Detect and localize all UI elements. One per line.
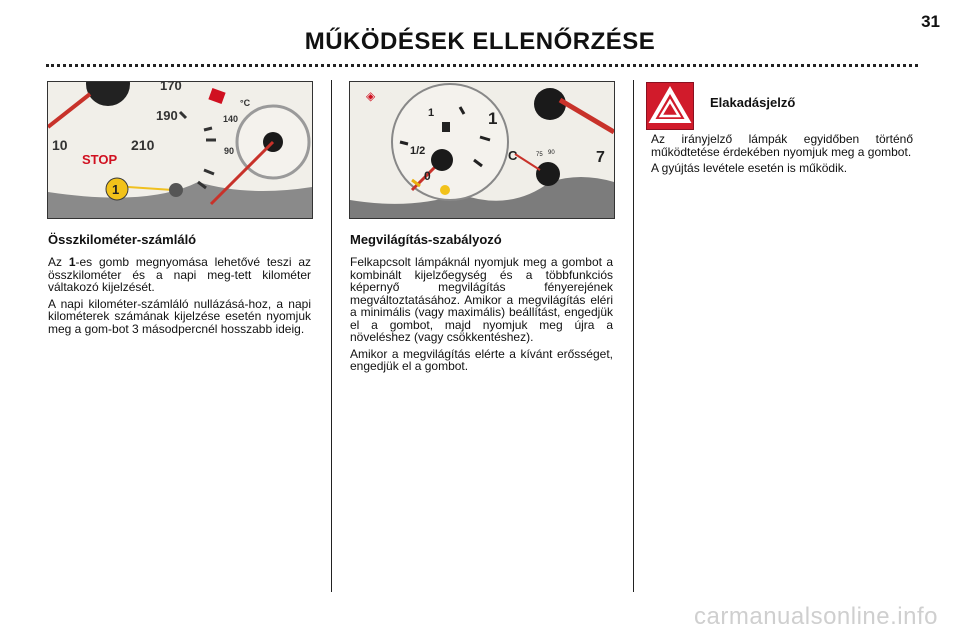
gauge-label-190: 190 xyxy=(156,108,178,123)
dotted-divider xyxy=(46,64,918,67)
column-divider-right xyxy=(633,80,634,592)
odometer-heading: Összkilométer-számláló xyxy=(48,232,197,247)
hazard-paragraph-1: Az irányjelző lámpák egyidőben történő működtetése érdekében nyomjuk meg a gombot. xyxy=(651,132,913,159)
odometer-paragraph-1: Az 1-es gomb megnyomása lehetővé teszi az összkilométer és a napi meg-tett kilométer váltakozó kijelzését. xyxy=(48,255,312,294)
odometer-paragraph-2: A napi kilométer-számláló nullázásá-hoz, a napi kilométerek számának kijelzése esetén nyomjuk meg a gom-bot 3 másodpercnél hosszabb ideig. xyxy=(48,296,311,336)
gauge-label-170: 170 xyxy=(160,82,182,93)
temp-label-75: 75 xyxy=(536,152,543,158)
odometer-section xyxy=(48,232,311,339)
illumination-heading: Megvilágítás-szabályozó xyxy=(350,232,502,247)
fuel-pump-icon xyxy=(442,122,450,132)
stop-label: STOP xyxy=(82,152,118,167)
fuel-label-0: 0 xyxy=(424,169,431,183)
watermark: carmanualsonline.info xyxy=(694,603,938,630)
tacho-label-7: 7 xyxy=(596,149,605,166)
illumination-paragraph-2: Amikor a megvilágítás elérte a kívánt erősséget, engedjük el a gombot. xyxy=(350,346,613,373)
gauge-photo xyxy=(349,81,615,219)
column-divider-left xyxy=(331,80,332,592)
page-number: 31 xyxy=(921,12,940,31)
celsius-label: °C xyxy=(240,98,251,108)
illumination-paragraph-1: Felkapcsolt lámpáknál nyomjuk meg a gombot a kombinált kijelzőegység és a többfunkciós képernyő megvilágítás fényerejének megváltoztatásához. Amikor a megvilágítás eléri a minimális (vagy maximális) beállítást, engedjük el a gombot, majd nyomjuk meg újra a növeléshez (vagy csökkentéshez). xyxy=(350,255,613,344)
temp-label-90: 90 xyxy=(548,150,555,156)
illumination-section xyxy=(350,232,613,377)
callout-number: 1 xyxy=(112,182,120,197)
page-title: MŰKÖDÉSEK ELLENŐRZÉSE xyxy=(304,28,656,55)
fuel-label-half: 1/2 xyxy=(410,145,426,157)
hazard-paragraph-2: A gyújtás levétele esetén is működik. xyxy=(651,161,848,175)
gauge-label-10: 10 xyxy=(52,137,68,153)
fuel-label-1: 1 xyxy=(488,109,498,128)
gauge-label-210: 210 xyxy=(131,137,155,153)
temp-label-c: C xyxy=(508,148,518,163)
hazard-heading: Elakadásjelző xyxy=(710,95,796,110)
gauge-label-90: 90 xyxy=(224,146,235,156)
hazard-section xyxy=(651,133,913,179)
odometer-photo xyxy=(47,81,313,219)
gauge-label-140: 140 xyxy=(223,114,239,124)
hazard-warning-icon xyxy=(646,82,694,130)
svg-text:◈: ◈ xyxy=(366,89,376,103)
fuel-label-1-small: 1 xyxy=(428,107,435,119)
